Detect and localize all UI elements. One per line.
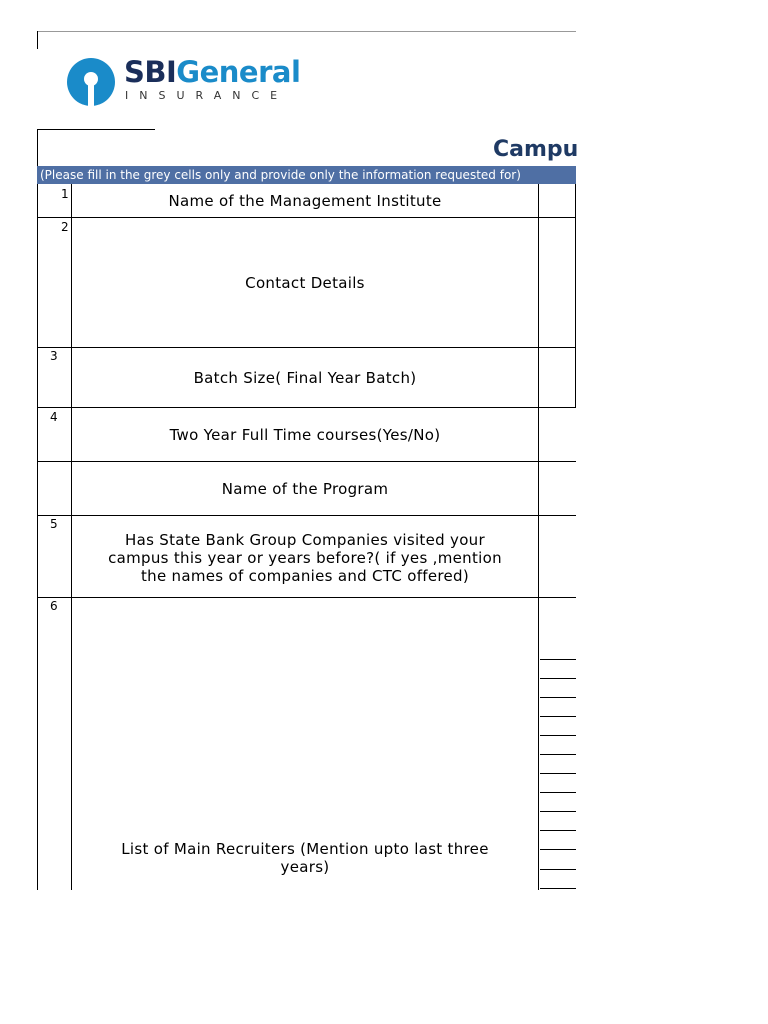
row-label-contact-details: Contact Details [245, 274, 365, 292]
recruiter-entry-line[interactable] [540, 754, 576, 755]
form-title: Campu [493, 137, 579, 162]
row-divider [37, 347, 576, 348]
recruiter-entry-line[interactable] [540, 697, 576, 698]
row-number: 1 [61, 187, 69, 201]
answer-cell-institute-name[interactable] [539, 185, 575, 217]
row-divider [37, 515, 576, 516]
label-line: the names of companies and CTC offered) [140, 567, 470, 585]
answer-cell-state-bank-visit[interactable] [539, 516, 575, 597]
top-left-tick [37, 31, 38, 49]
recruiter-entry-line[interactable] [540, 811, 576, 812]
recruiter-entry-line[interactable] [540, 869, 576, 870]
row-label-state-bank-visit [72, 531, 538, 585]
label-line: Has State Bank Group Companies visited your [125, 531, 485, 549]
row-divider [37, 461, 576, 462]
table-left-border [37, 184, 38, 890]
recruiter-entry-line[interactable] [540, 716, 576, 717]
title-box-top [37, 129, 155, 130]
recruiter-entry-line[interactable] [540, 735, 576, 736]
label-line: campus this year or years before?( if yes ,mention [108, 549, 502, 567]
recruiter-entry-line[interactable] [540, 888, 576, 889]
row-divider [37, 217, 576, 218]
sbi-logo-icon [66, 57, 116, 107]
row-label-main-recruiters [72, 840, 538, 876]
row-number: 6 [50, 599, 58, 613]
recruiter-entry-line[interactable] [540, 773, 576, 774]
row-number: 4 [50, 410, 58, 424]
brand-sbi: SBI [124, 55, 177, 89]
row-label-batch-size: Batch Size( Final Year Batch) [193, 369, 417, 387]
recruiter-entry-line[interactable] [540, 849, 576, 850]
top-border [37, 31, 576, 32]
label-line: years) [280, 858, 330, 876]
row-divider [37, 407, 576, 408]
row-label-program-name: Name of the Program [221, 480, 389, 498]
answer-cell-batch-size[interactable] [539, 348, 575, 407]
brand-wordmark [124, 55, 301, 89]
recruiter-entry-line[interactable] [540, 659, 576, 660]
recruiter-entry-line[interactable] [540, 830, 576, 831]
recruiter-entry-line[interactable] [540, 678, 576, 679]
row-number: 3 [50, 349, 58, 363]
label-line: List of Main Recruiters (Mention upto last three [121, 840, 489, 858]
row-number: 5 [50, 517, 58, 531]
row-number: 2 [61, 220, 69, 234]
brand-tagline: INSURANCE [125, 89, 289, 102]
brand-general: General [176, 55, 301, 89]
recruiter-entry-line[interactable] [540, 792, 576, 793]
instruction-text: (Please fill in the grey cells only and provide only the information requested for) [40, 168, 521, 182]
row-label-institute-name: Name of the Management Institute [168, 192, 442, 210]
title-box-left [37, 129, 38, 166]
answer-cell-two-year-courses[interactable] [539, 408, 575, 461]
row-divider [37, 597, 576, 598]
answer-cell-program-name[interactable] [539, 462, 575, 515]
row-label-two-year-courses: Two Year Full Time courses(Yes/No) [169, 426, 441, 444]
answer-cell-contact-details[interactable] [539, 218, 575, 347]
